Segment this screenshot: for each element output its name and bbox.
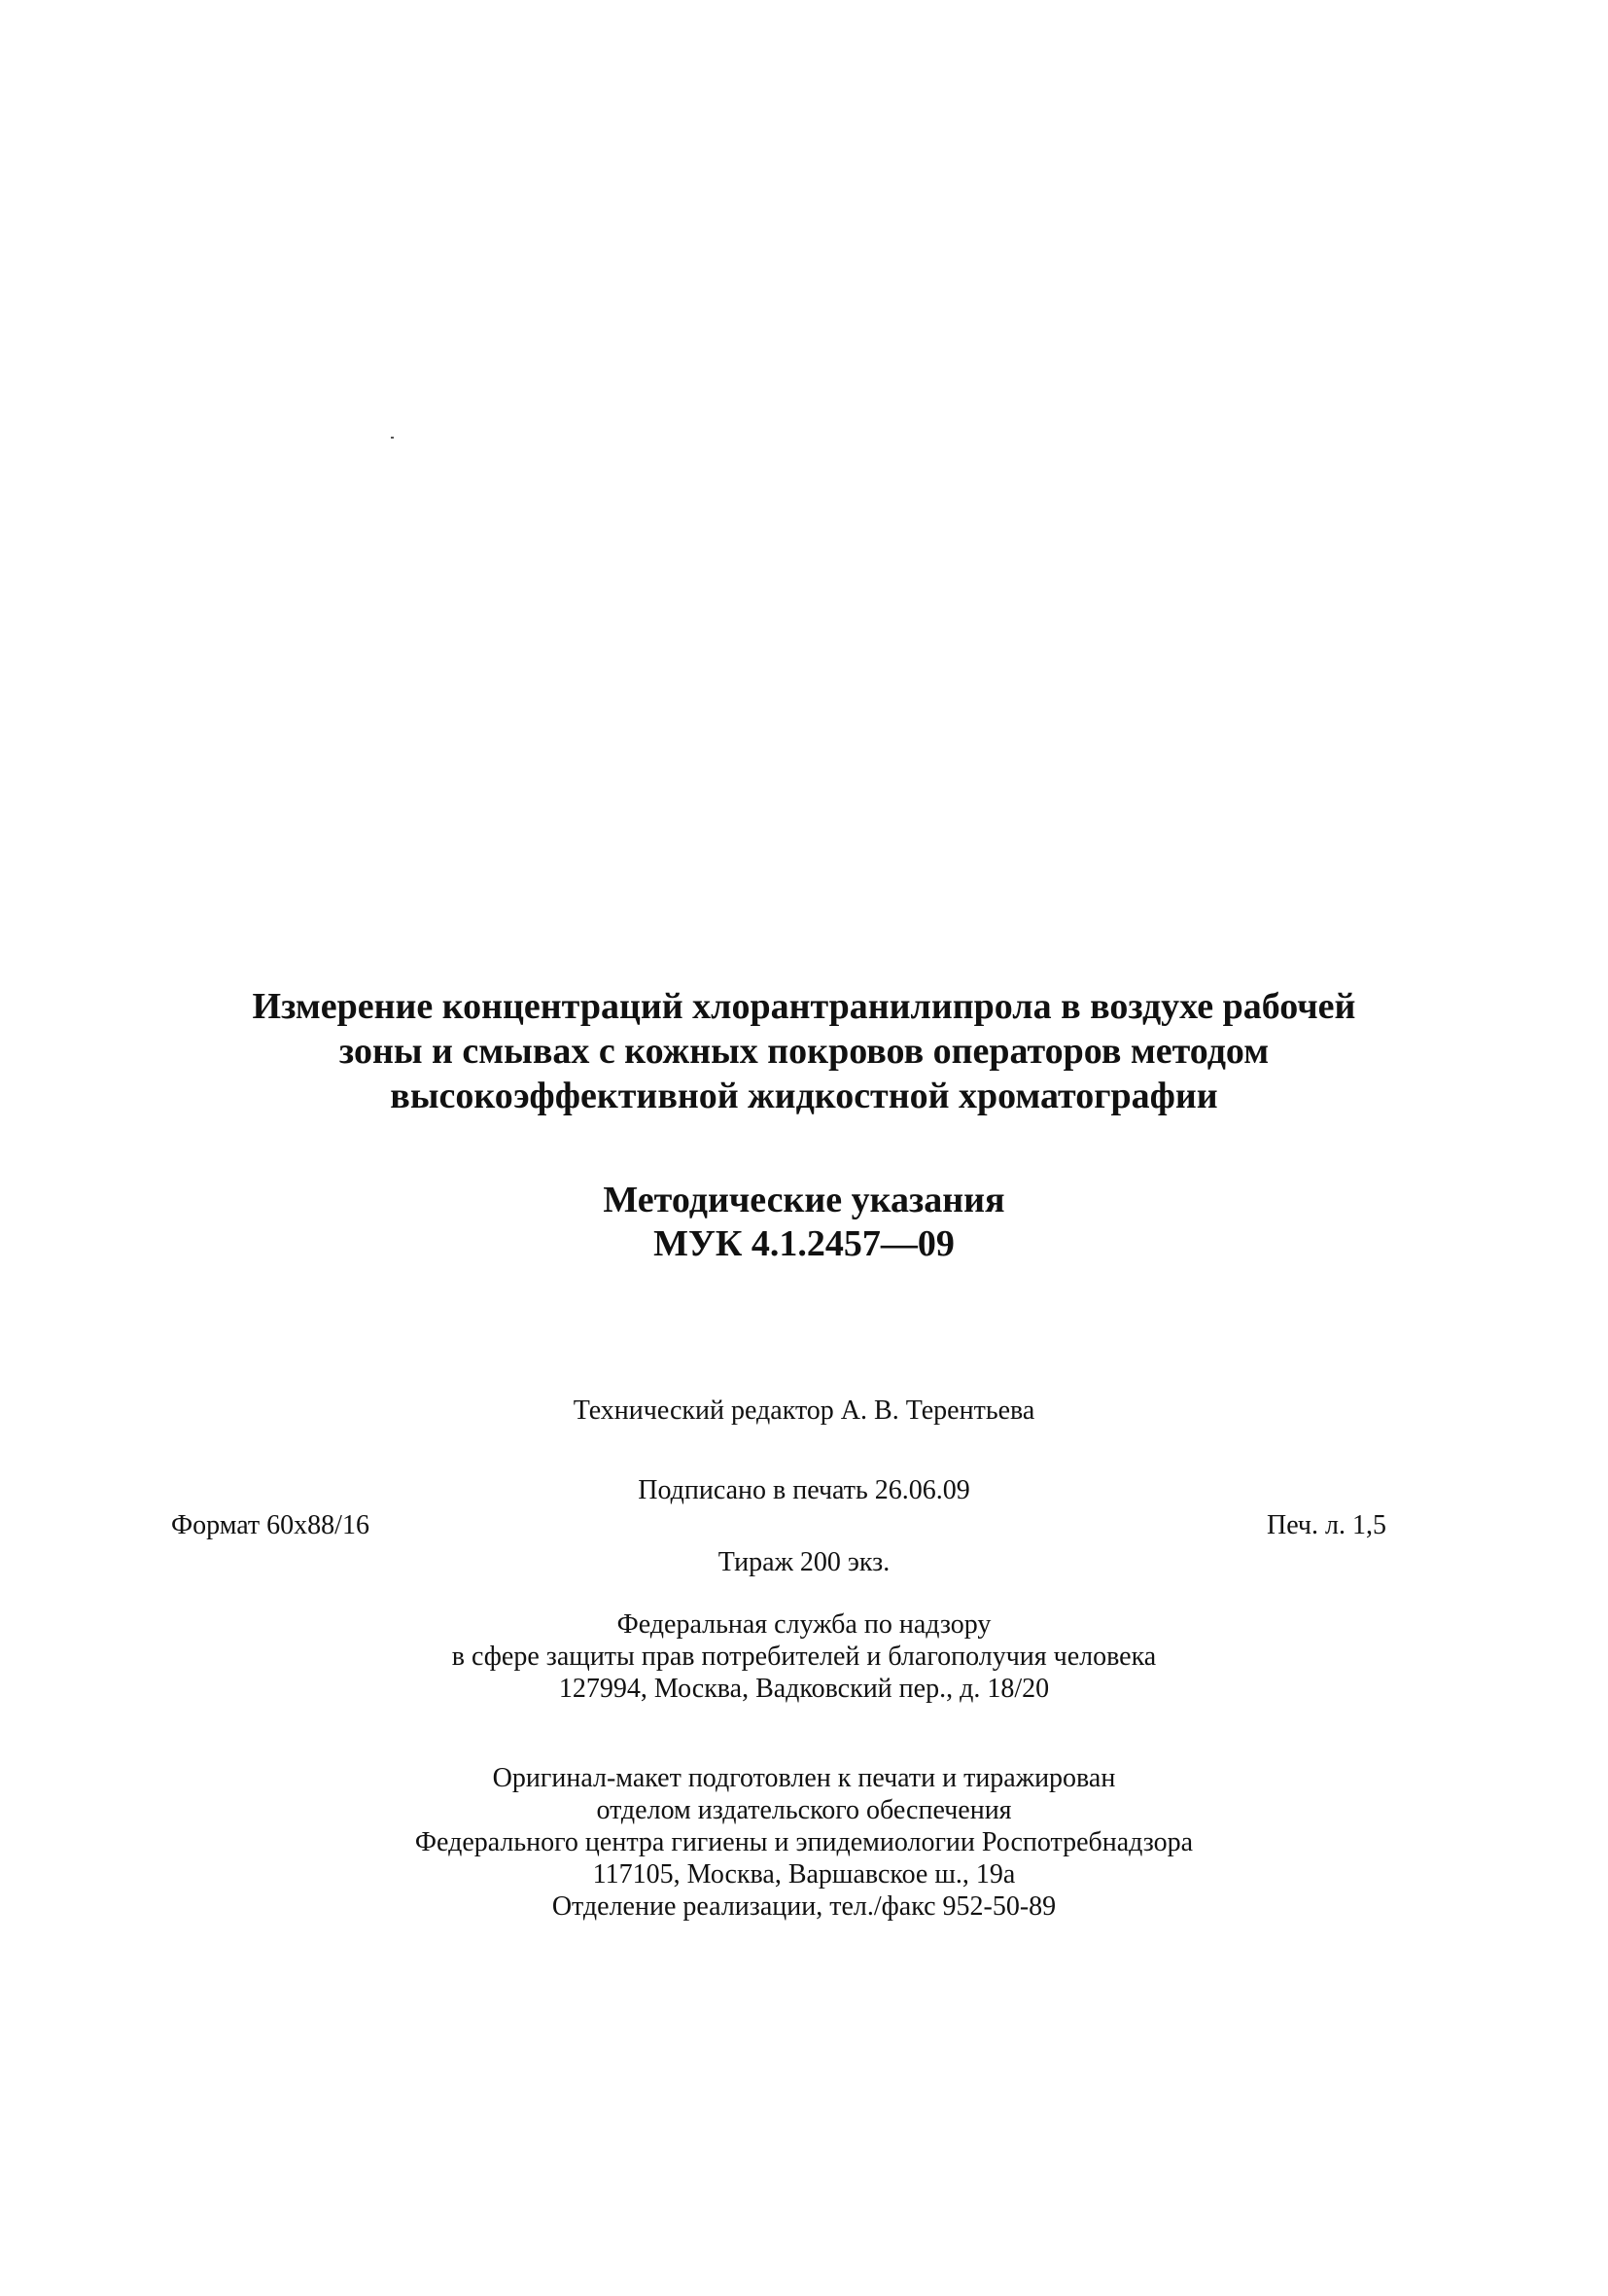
document-subtitle [0,1179,1608,1266]
signed-to-print: Подписано в печать 26.06.09 [638,1475,970,1505]
scan-speck [391,437,394,439]
paper-format: Формат 60x88/16 [171,1510,369,1540]
title-line: Измерение концентраций хлорантранилипрола в воздухе рабочей [252,986,1356,1027]
printed-sheets: Печ. л. 1,5 [1266,1510,1386,1540]
publisher-line: в сфере защиты прав потребителей и благополучия человека [451,1642,1157,1672]
publisher-line: Федеральная служба по надзору [616,1609,992,1640]
producer-line: Федерального центра гигиены и эпидемиологии Роспотребнадзора [414,1827,1194,1857]
publisher-info [0,1608,1608,1705]
document-code: МУК 4.1.2457—09 [653,1223,955,1264]
document-type: Методические указания [603,1180,1005,1220]
title-line: зоны и смывах с кожных покровов операторов методом [338,1031,1270,1072]
publisher-address: 127994, Москва, Вадковский пер., д. 18/20 [558,1674,1050,1704]
producer-line: отделом издательского обеспечения [596,1795,1012,1825]
producer-address: 117105, Москва, Варшавское ш., 19а [592,1859,1016,1890]
technical-editor: Технический редактор А. В. Терентьева [573,1395,1035,1426]
sales-contact: Отделение реализации, тел./факс 952-50-89 [551,1891,1057,1922]
print-run: Тираж 200 экз. [717,1547,891,1577]
producer-line: Оригинал-макет подготовлен к печати и тиражирован [492,1763,1116,1793]
producer-info [0,1762,1608,1923]
document-title [0,984,1608,1118]
title-line: высокоэффективной жидкостной хроматографии [390,1076,1218,1116]
